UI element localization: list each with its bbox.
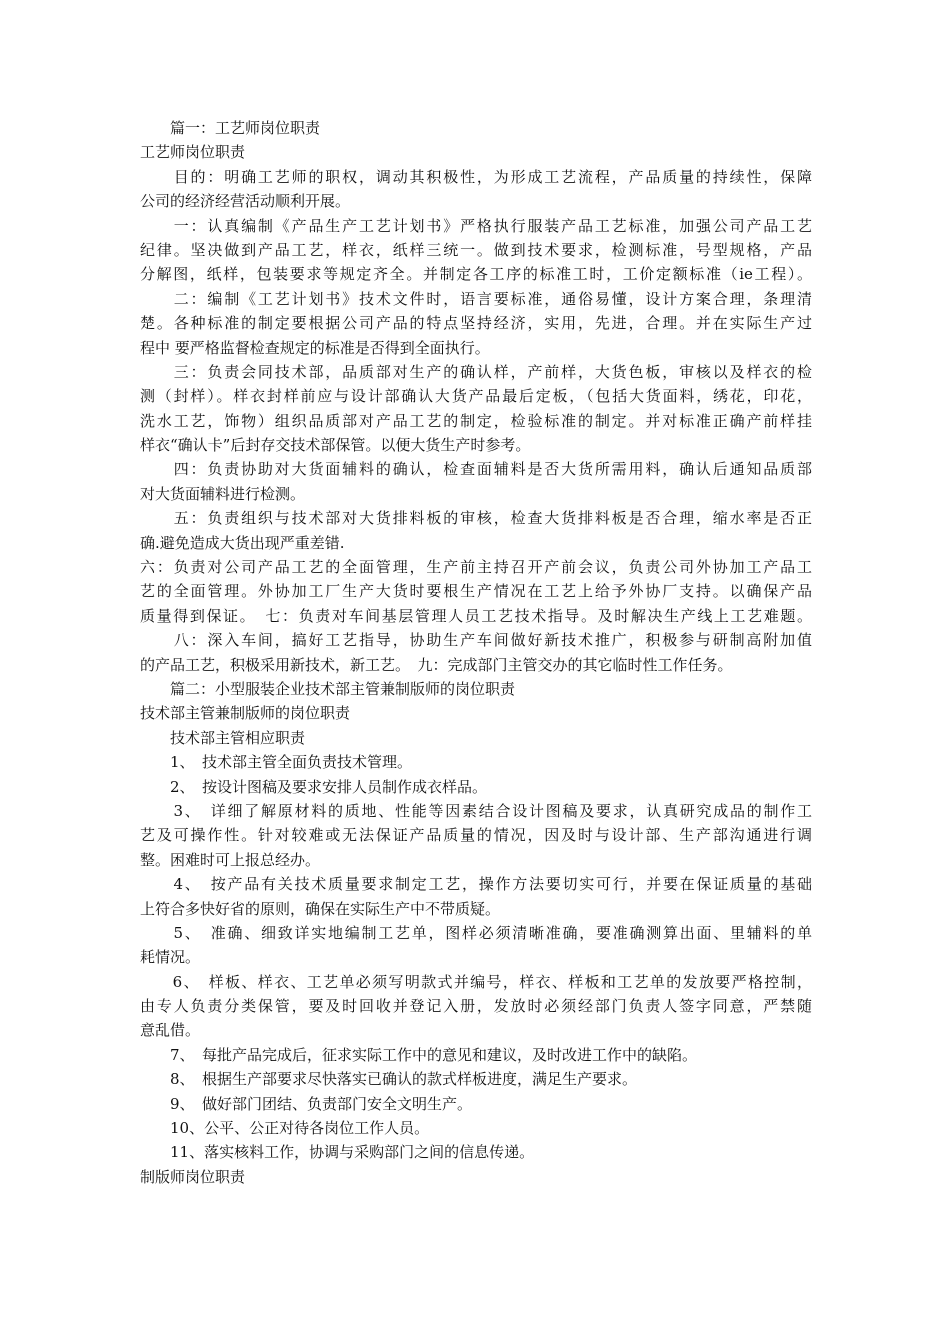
- text-line: 公司的经济经营活动顺利开展。: [140, 192, 351, 211]
- text-line: 2、 按设计图稿及要求安排人员制作成衣样品。: [140, 777, 488, 796]
- text-line: 三：负责会同技术部，品质部对生产的确认样，产前样，大货色板，审核以及样衣的检: [140, 362, 812, 381]
- text-line: 洗水工艺，饰物）组织品质部对产品工艺的制定，检验标准的制定。并对标准正确产前样挂: [140, 411, 812, 430]
- text-line: 4、 按产品有关技术质量要求制定工艺，操作方法要切实可行，并要在保证质量的基础: [140, 875, 812, 894]
- text-line: 目的：明确工艺师的职权，调动其积极性，为形成工艺流程，产品质量的持续性，保障: [140, 167, 812, 186]
- text-line: 确.避免造成大货出现严重差错.: [140, 533, 345, 552]
- text-line: 由专人负责分类保管，要及时回收并登记入册，发放时必须经部门负责人签字同意，严禁随: [140, 997, 812, 1016]
- text-line: 9、 做好部门团结、负责部门安全文明生产。: [140, 1094, 473, 1113]
- text-line: 测（封样）。样衣封样前应与设计部确认大货产品最后定板，（包括大货面料，绣花，印花，: [140, 387, 812, 406]
- text-line: 楚。各种标准的制定要根据公司产品的特点坚持经济，实用，先进，合理。并在实际生产过: [140, 314, 812, 333]
- text-line: 11、落实核料工作，协调与采购部门之间的信息传递。: [140, 1143, 535, 1162]
- text-line: 质量得到保证。 七：负责对车间基层管理人员工艺技术指导。及时解决生产线上工艺难题。: [140, 606, 812, 625]
- text-line: 整。困难时可上报总经办。: [140, 850, 321, 869]
- text-line: 6、 样板、样衣、工艺单必须写明款式并编号，样衣、样板和工艺单的发放要严格控制，: [140, 972, 812, 991]
- text-line: 一：认真编制《产品生产工艺计划书》严格执行服装产品工艺标准，加强公司产品工艺: [140, 216, 812, 235]
- text-line: 意乱借。: [140, 1021, 201, 1040]
- text-line: 八：深入车间，搞好工艺指导，协助生产车间做好新技术推广，积极参与研制高附加值: [140, 631, 812, 650]
- text-line: 制版师岗位职责: [140, 1167, 246, 1186]
- text-line: 五：负责组织与技术部对大货排料板的审核，检查大货排料板是否合理，缩水率是否正: [140, 509, 812, 528]
- text-line: 纪律。坚决做到产品工艺，样衣，纸样三统一。做到技术要求，检测标准，号型规格，产品: [140, 240, 812, 259]
- text-line: 技术部主管兼制版师的岗位职责: [140, 704, 351, 723]
- text-line: 3、 详细了解原材料的质地、性能等因素结合设计图稿及要求，认真研究成品的制作工: [140, 801, 812, 820]
- text-line: 工艺师岗位职责: [140, 143, 246, 162]
- text-line: 样衣“确认卡”后封存交技术部保管。以便大货生产时参考。: [140, 436, 531, 455]
- text-line: 5、 准确、细致详实地编制工艺单，图样必须清晰准确，要准确测算出面、里辅料的单: [140, 923, 812, 942]
- text-line: 技术部主管相应职责: [140, 728, 306, 747]
- text-line: 的产品工艺，积极采用新技术，新工艺。 九：完成部门主管交办的其它临时性工作任务。: [140, 655, 733, 674]
- text-line: 8、 根据生产部要求尽快落实已确认的款式样板进度，满足生产要求。: [140, 1070, 638, 1089]
- text-line: 艺及可操作性。针对较难或无法保证产品质量的情况，因及时与设计部、生产部沟通进行调: [140, 826, 812, 845]
- text-line: 7、 每批产品完成后，征求实际工作中的意见和建议，及时改进工作中的缺陷。: [140, 1045, 698, 1064]
- text-line: 六：负责对公司产品工艺的全面管理，生产前主持召开产前会议，负责公司外协加工产品工: [140, 558, 812, 577]
- text-line: 二：编制《工艺计划书》技术文件时，语言要标准，通俗易懂，设计方案合理，条理清: [140, 289, 812, 308]
- text-line: 程中 要严格监督检查规定的标准是否得到全面执行。: [140, 338, 490, 357]
- text-line: 艺的全面管理。外协加工厂生产大货时要根生产情况在工艺上给予外协厂支持。以确保产品: [140, 582, 812, 601]
- text-line: 分解图，纸样，包装要求等规定齐全。并制定各工序的标准工时，工价定额标准（ie工程）。: [140, 265, 812, 284]
- text-line: 10、公平、公正对待各岗位工作人员。: [140, 1119, 430, 1138]
- text-line: 篇一：工艺师岗位职责: [140, 119, 321, 137]
- text-line: 四：负责协助对大货面辅料的确认，检查面辅料是否大货所需用料，确认后通知品质部: [140, 460, 812, 479]
- text-line: 耗情况。: [140, 948, 201, 967]
- text-line: 1、 技术部主管全面负责技术管理。: [140, 753, 413, 772]
- document-body: [140, 116, 812, 1189]
- text-line: 对大货面辅料进行检测。: [140, 484, 306, 503]
- text-line: 篇二：小型服装企业技术部主管兼制版师的岗位职责: [140, 679, 516, 698]
- text-line: 上符合多快好省的原则，确保在实际生产中不带质疑。: [140, 899, 501, 918]
